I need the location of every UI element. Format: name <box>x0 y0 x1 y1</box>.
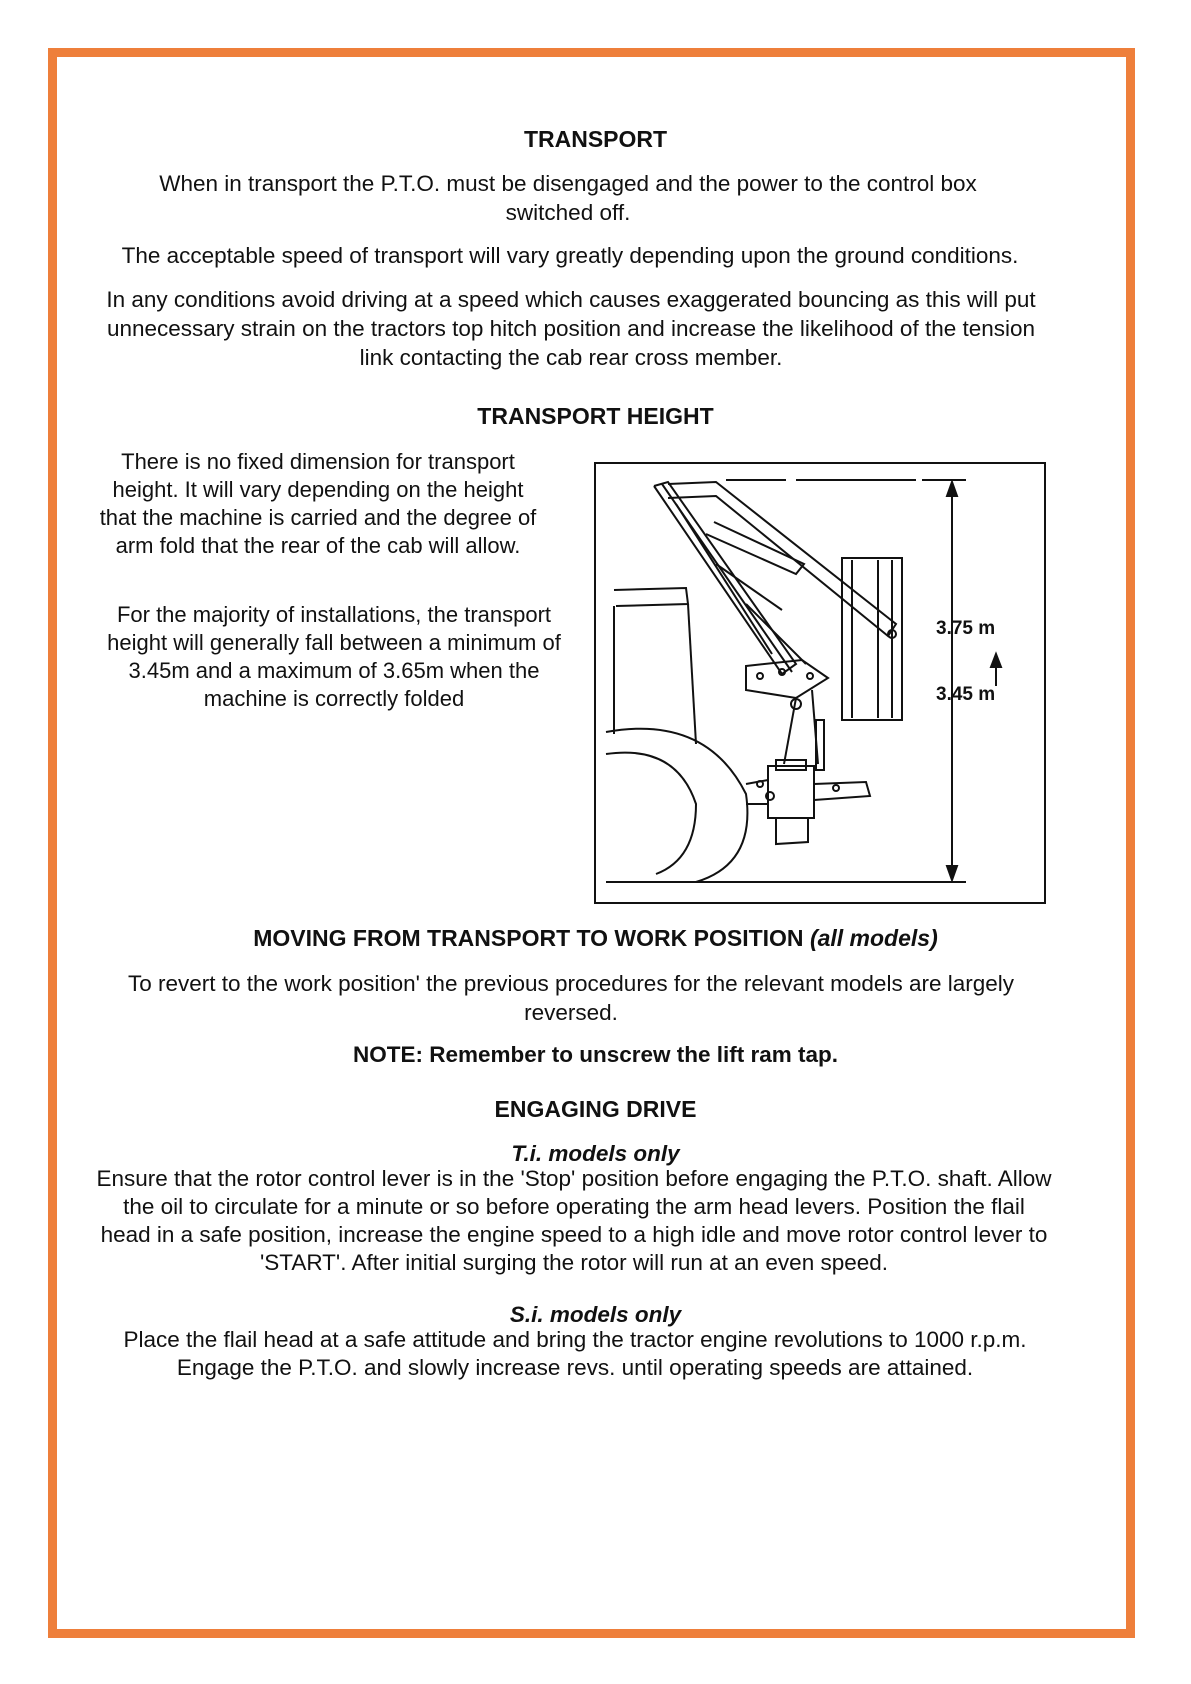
dimension-max-label: 3.75 m <box>936 618 996 639</box>
engaging-heading: ENGAGING DRIVE <box>494 1096 697 1122</box>
si-models-heading: S.i. models only <box>509 1302 682 1327</box>
transport-para-3: In any conditions avoid driving at a speed which causes exaggerated bouncing as this will put unnecessary strain on the tractors top hitch position and increase the likelihood of the tension link contacting the cab rear cross member. <box>106 287 1036 370</box>
ti-models-para: Ensure that the rotor control lever is in the 'Stop' position before engaging the P.T.O. shaft. Allow the oil to circulate for a minute or so before operating the arm head levers. Position the flail head in a safe position, increase the engine speed to a high idle and move rotor control lever to 'START'. After initial surging the rotor will run at an even speed. <box>96 1166 1052 1275</box>
moving-heading-suffix: (all models) <box>809 925 938 951</box>
note-text: NOTE: Remember to unscrew the lift ram tap. <box>352 1042 839 1067</box>
dimension-min-label: 3.45 m <box>936 684 996 705</box>
si-models-para: Place the flail head at a safe attitude and bring the tractor engine revolutions to 1000 r.p.m. Engage the P.T.O. and slowly increase revs. until operating speeds are attained. <box>123 1327 1027 1380</box>
transport-height-figure <box>594 462 1046 904</box>
tractor-flail-diagram <box>596 464 1044 902</box>
transport-para-1: When in transport the P.T.O. must be disengaged and the power to the control box switched off. <box>159 171 977 225</box>
ti-models-heading: T.i. models only <box>511 1141 680 1166</box>
transport-height-heading: TRANSPORT HEIGHT <box>477 403 714 429</box>
transport-heading: TRANSPORT <box>523 126 668 152</box>
transport-height-para-1: There is no fixed dimension for transport height. It will vary depending on the height that the machine is carried and the degree of arm fold that the rear of the cab will allow. <box>99 449 537 558</box>
transport-height-para-2: For the majority of installations, the transport height will generally fall between a minimum of 3.45m and a maximum of 3.65m when the machine is correctly folded <box>107 602 561 711</box>
moving-heading-text: MOVING FROM TRANSPORT TO WORK POSITION <box>253 925 804 951</box>
moving-heading <box>0 925 1191 952</box>
moving-para: To revert to the work position' the previous procedures for the relevant models are largely reversed. <box>128 971 1014 1025</box>
transport-para-2: The acceptable speed of transport will vary greatly depending upon the ground conditions. <box>121 243 1019 268</box>
